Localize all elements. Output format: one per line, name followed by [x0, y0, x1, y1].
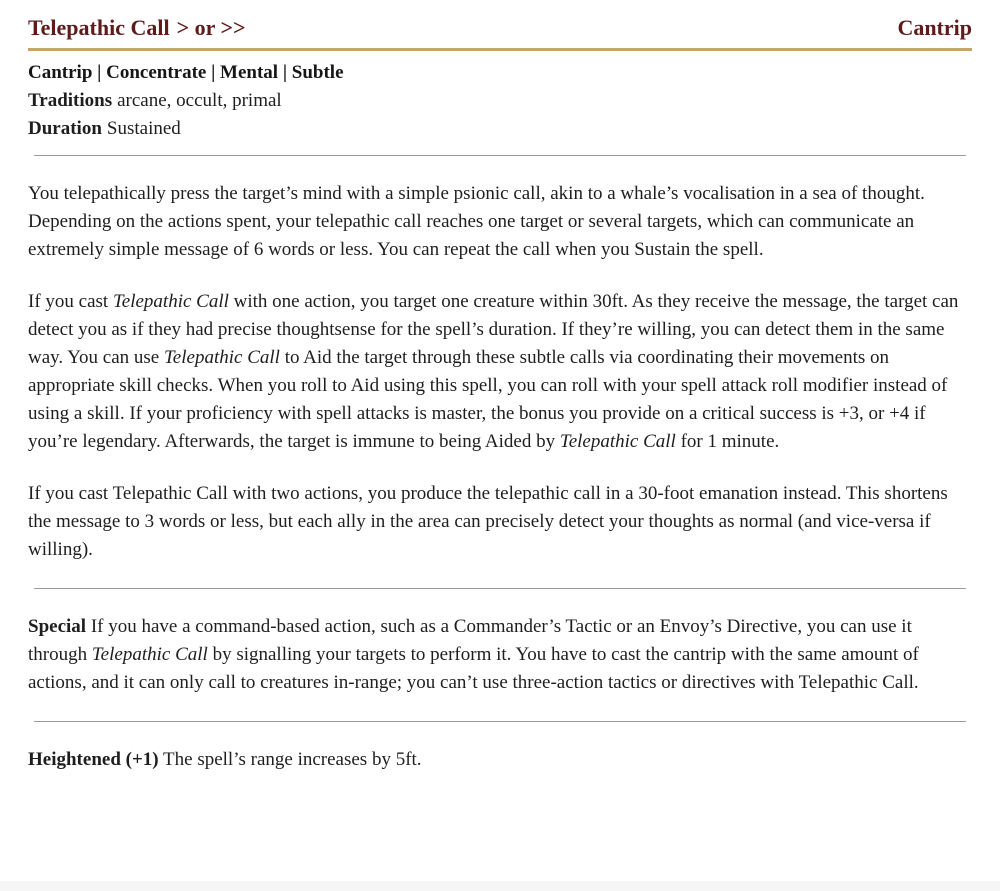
bottom-strip [0, 881, 1000, 891]
spell-name-italic: Telepathic Call [91, 644, 208, 665]
header-gold-divider [28, 48, 972, 51]
traditions-value: arcane, occult, primal [117, 90, 282, 111]
traditions-label: Traditions [28, 90, 113, 111]
trait-mental: Mental [220, 62, 279, 83]
description-paragraph-3: If you cast Telepathic Call with two actions, you produce the telepathic call in a 30-foot emanation instead. This shortens the message to 3 words or less, but each ally in the area can precisely detect your thoughts as normal (and vice-versa if willing). [28, 483, 948, 560]
trait-cantrip: Cantrip [28, 62, 93, 83]
traditions-line [28, 87, 972, 115]
text-segment: If you cast [28, 291, 113, 312]
heightened-text: The spell’s range increases by 5ft. [158, 749, 422, 770]
duration-label: Duration [28, 118, 102, 139]
spell-rank: Cantrip [897, 15, 972, 40]
trait-separator: | [278, 62, 292, 83]
spell-name-italic: Telepathic Call [112, 291, 229, 312]
action-cost-glyphs: > or >> [176, 15, 246, 40]
heightened-line [28, 746, 972, 774]
heightened-label: Heightened (+1) [28, 749, 159, 770]
special-paragraph [28, 613, 972, 697]
special-label: Special [28, 616, 87, 637]
description-paragraph-1: You telepathically press the target’s mind with a simple psionic call, akin to a whale’s vocalisation in a sea of thought. Depending on the actions spent, your telepathic call reaches one target or several targets, which can communicate an extremely simple message of 6 words or less. You can repeat the call when you Sustain the spell. [28, 183, 925, 260]
trait-separator: | [92, 62, 107, 83]
spell-header [28, 13, 972, 43]
section-divider-top [34, 155, 966, 156]
text-segment: for 1 minute. [675, 431, 780, 452]
section-divider-heightened [34, 721, 966, 722]
spell-name-italic: Telepathic Call [559, 431, 676, 452]
description-paragraph-2 [28, 288, 972, 456]
spell-title [28, 13, 246, 43]
trait-subtle: Subtle [291, 62, 344, 83]
spell-name: Telepathic Call [28, 15, 170, 40]
section-divider-special [34, 588, 966, 589]
duration-line [28, 115, 972, 143]
text-segment: to Aid the target through these subtle calls via coordinating their movements on appropriate skill checks. When you roll to Aid using this spell, you can roll with your spell attack roll modifier instead of using a skill. If your proficiency with spell attacks is master, the bonus you provide on a critical success is +3, or +4 if you’re legendary. Afterwards, the target is immune to being Aided by [28, 347, 948, 452]
trait-concentrate: Concentrate [106, 62, 207, 83]
duration-value: Sustained [106, 118, 181, 139]
spell-name-italic: Telepathic Call [163, 347, 280, 368]
trait-separator: | [206, 62, 221, 83]
text-segment: with one action, you target one creature within 30ft. As they receive the message, the target can detect you as if they had precise thoughtsense for the spell’s duration. If they’re willing, you can detect them in the same way. You can use [28, 291, 959, 368]
text-segment: If you have a command-based action, such as a Commander’s Tactic or an Envoy’s Directive, you can use it through [28, 616, 912, 665]
text-segment: by signalling your targets to perform it. You have to cast the cantrip with the same amount of actions, and it can only call to creatures in-range; you can’t use three-action tactics or directives with Telepathic Call. [28, 644, 919, 693]
trait-line [28, 59, 972, 87]
